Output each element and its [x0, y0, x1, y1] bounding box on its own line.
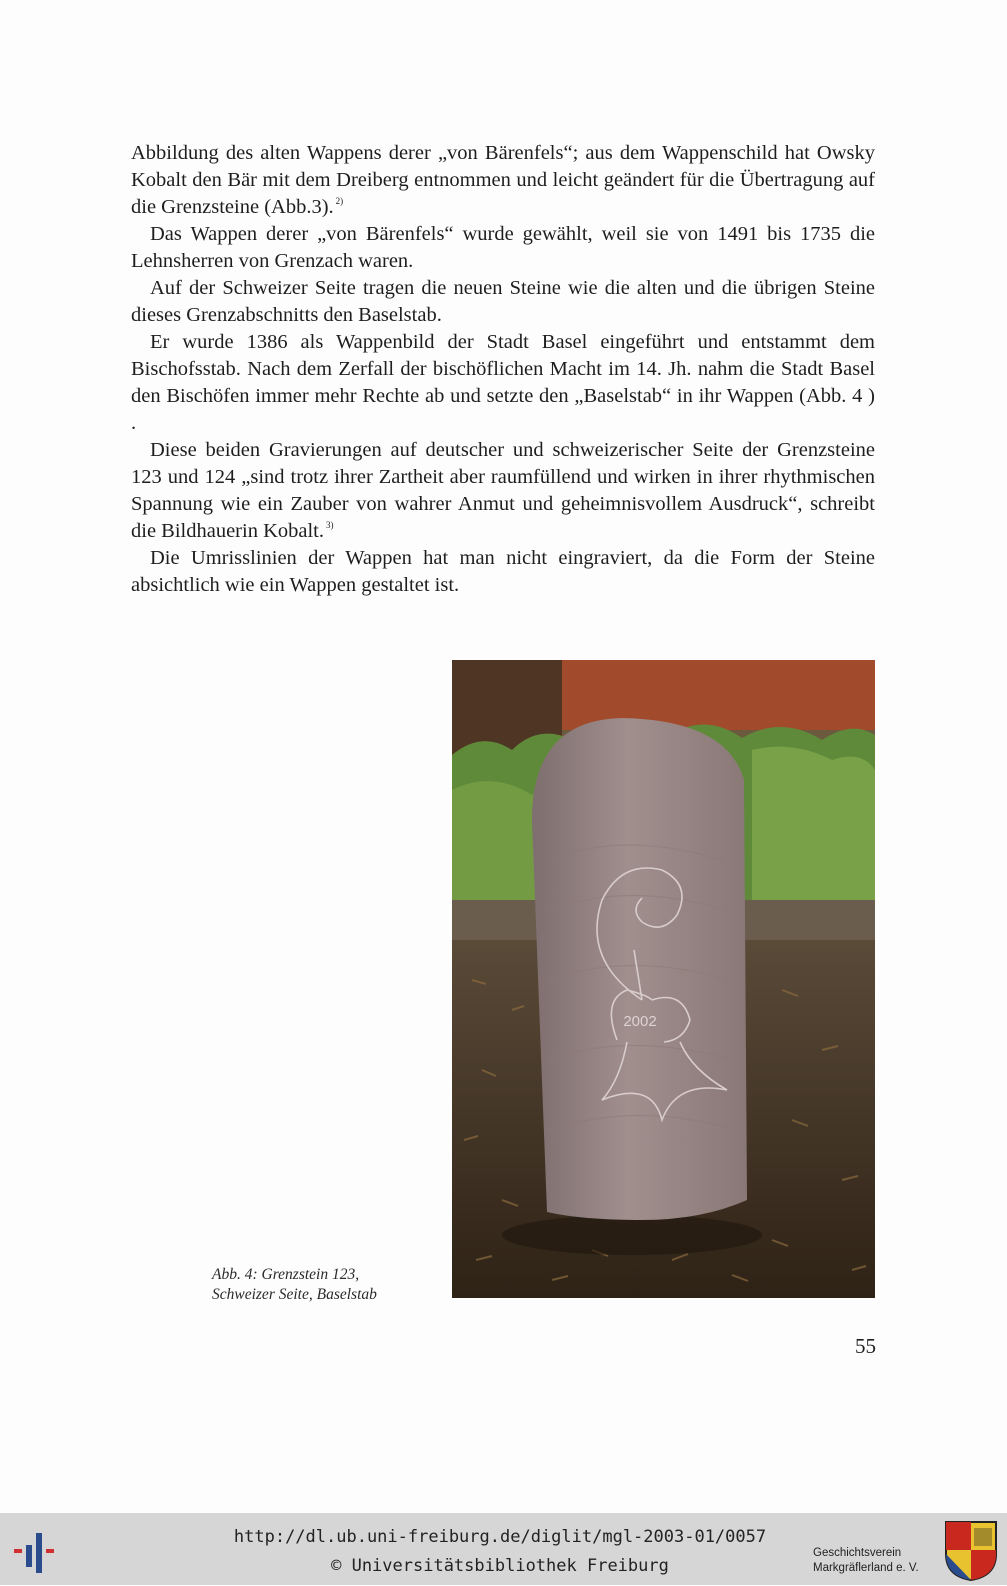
coat-of-arms-icon	[944, 1520, 998, 1582]
document-url-link[interactable]: http://dl.ub.uni-freiburg.de/diglit/mgl-2003-01/0057	[233, 1527, 767, 1547]
footer-bar	[0, 1513, 1007, 1585]
boundary-stone-illustration	[452, 660, 875, 1298]
caption-line-1: Abb. 4: Grenzstein 123,	[212, 1266, 360, 1283]
body-text	[131, 140, 875, 599]
society-name	[813, 1546, 948, 1576]
stone-shape	[532, 718, 747, 1220]
paragraph-6: Die Umrisslinien der Wappen hat man nicht eingraviert, da die Form der Steine absichtlich wie ein Wappen gestaltet ist.	[131, 547, 875, 596]
society-line-1: Geschichtsverein	[813, 1547, 902, 1559]
footnote-ref-2: 2)	[335, 196, 344, 206]
page-number: 55	[855, 1334, 876, 1358]
library-logo-svg	[14, 1533, 64, 1573]
library-logo-icon	[14, 1533, 64, 1573]
copyright-text: © Universitätsbibliothek Freiburg	[331, 1556, 669, 1576]
paragraph-2: Das Wappen derer „von Bärenfels“ wurde gewählt, weil sie von 1491 bis 1735 die Lehnsherren von Grenzach waren.	[131, 223, 875, 272]
footnote-ref-3: 3)	[326, 520, 334, 530]
coat-of-arms-svg	[944, 1520, 998, 1582]
stone-shadow	[502, 1215, 762, 1255]
paragraph-3: Auf der Schweizer Seite tragen die neuen Steine wie die alten und die übrigen Steine dieses Grenzabschnitts den Baselstab.	[131, 277, 875, 326]
boundary-stone-photo	[452, 660, 875, 1298]
paragraph-4: Er wurde 1386 als Wappenbild der Stadt Basel eingeführt und entstammt dem Bischofsstab. Nach dem Zerfall der bischöflichen Macht im 14. Jh. nahm die Stadt Basel den Bischöfen immer mehr Rechte ab und setzte den „Baselstab“ in ihr Wappen (Abb. 4 ) .	[131, 331, 875, 434]
paragraph-1: Abbildung des alten Wappens derer „von Bärenfels“; aus dem Wappenschild hat Owsky Kobalt den Bär mit dem Dreiberg entnommen und leicht geändert für die Übertragung auf die Grenzsteine (Abb.3). $^{2)}$	[131, 142, 875, 218]
paragraph-5: Diese beiden Gravierungen auf deutscher und schweizerischer Seite der Grenzsteine 123 und 124 „sind trotz ihrer Zartheit aber raumfüllend und wirken in ihrer rhythmischen Spannung wie ein Zauber von wahrer Anmut und geheimnisvollem Ausdruck“, schreibt die Bildhauerin Kobalt. $^{3)}$	[131, 439, 875, 542]
caption-line-2: Schweizer Seite, Baselstab	[212, 1286, 377, 1303]
hedge-highlight-right-shape	[752, 747, 875, 910]
engraved-year: 2002	[623, 1013, 657, 1030]
figure-caption	[212, 1265, 442, 1305]
society-line-2: Markgräflerland e. V.	[813, 1562, 919, 1574]
